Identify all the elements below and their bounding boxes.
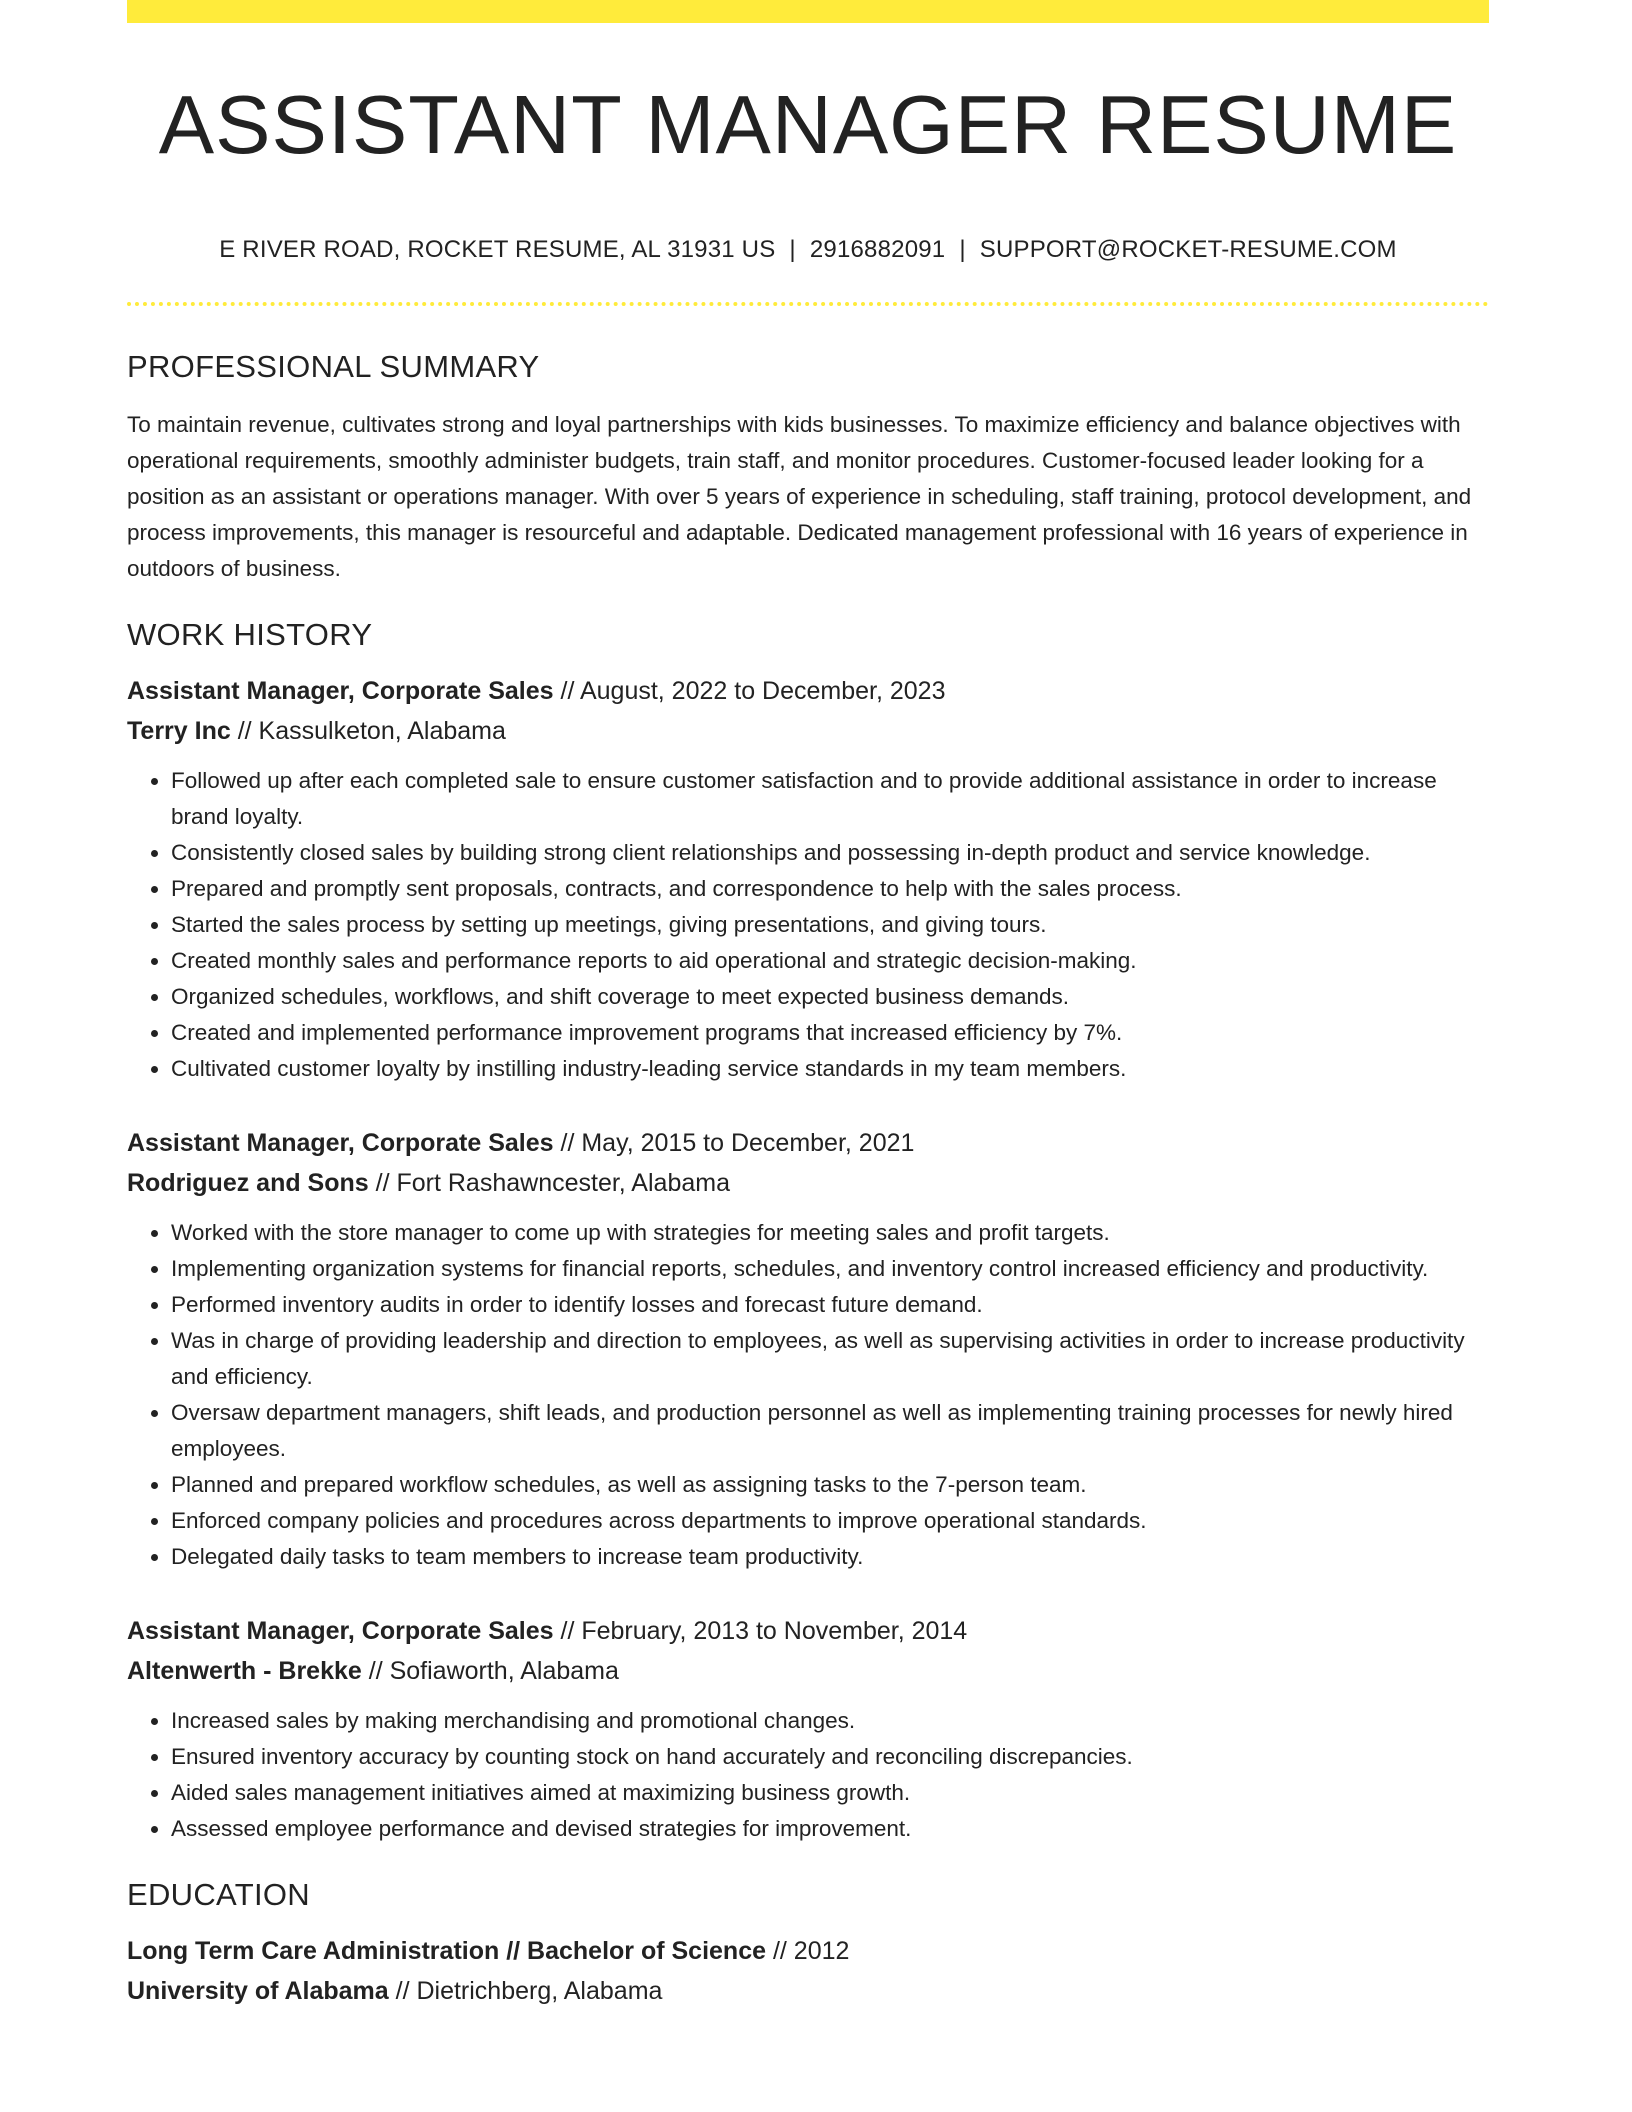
education-list	[127, 1931, 1489, 2011]
job-location: // Sofiaworth, Alabama	[368, 1657, 619, 1685]
contact-address: E RIVER ROAD, ROCKET RESUME, AL 31931 US	[219, 236, 776, 263]
job-bullet: • Followed up after each completed sale to ensure customer satisfaction and to provide additional assistance in order to increase brand loyalty.	[171, 763, 1489, 835]
job-entry	[127, 1611, 1489, 1847]
job-bullet: • Started the sales process by setting up meetings, giving presentations, and giving tours.	[171, 907, 1489, 943]
education-heading: EDUCATION	[127, 1877, 310, 1912]
job-company-line	[127, 1163, 1489, 1203]
job-company-line	[127, 711, 1489, 751]
job-bullet: • Cultivated customer loyalty by instilling industry-leading service standards in my team members.	[171, 1051, 1489, 1087]
contact-separator: |	[959, 236, 966, 263]
job-bullet-list	[127, 1215, 1489, 1575]
job-company: Terry Inc	[127, 717, 231, 745]
job-bullet: • Oversaw department managers, shift leads, and production personnel as well as implementing training processes for newly hired employees.	[171, 1395, 1489, 1467]
job-bullet: • Planned and prepared workflow schedules, as well as assigning tasks to the 7-person team.	[171, 1467, 1489, 1503]
job-bullet: • Created and implemented performance improvement programs that increased efficiency by 7%.	[171, 1015, 1489, 1051]
job-bullet-list	[127, 763, 1489, 1087]
education-degree-line	[127, 1931, 1489, 1971]
education-school: University of Alabama	[127, 1977, 389, 2005]
job-bullet: • Organized schedules, workflows, and shift coverage to meet expected business demands.	[171, 979, 1489, 1015]
job-company: Altenwerth - Brekke	[127, 1657, 362, 1685]
resume-page	[127, 0, 1489, 2011]
resume-title: ASSISTANT MANAGER RESUME	[158, 78, 1458, 171]
job-title: Assistant Manager, Corporate Sales	[127, 677, 554, 705]
job-location: // Fort Rashawncester, Alabama	[375, 1169, 730, 1197]
job-title-line	[127, 1611, 1489, 1651]
education-location: // Dietrichberg, Alabama	[395, 1977, 663, 2005]
work-history-list	[127, 671, 1489, 1847]
job-title-line	[127, 671, 1489, 711]
summary-text: To maintain revenue, cultivates strong and loyal partnerships with kids businesses. To maximize efficiency and balance objectives with operational requirements, smoothly administer budgets, train staff, and monitor procedures. Customer-focused leader looking for a position as an assistant or operations manager. With over 5 years of experience in scheduling, staff training, protocol development, and process improvements, this manager is resourceful and adaptable. Dedicated management professional with 16 years of experience in outdoors of business.	[127, 412, 1472, 581]
job-bullet: • Performed inventory audits in order to identify losses and forecast future demand.	[171, 1287, 1489, 1323]
job-location: // Kassulketon, Alabama	[237, 717, 506, 745]
job-company: Rodriguez and Sons	[127, 1169, 369, 1197]
contact-phone: 2916882091	[809, 236, 946, 263]
job-title-line	[127, 1123, 1489, 1163]
job-bullet: • Enforced company policies and procedures across departments to improve operational standards.	[171, 1503, 1489, 1539]
contact-line	[127, 236, 1489, 264]
education-school-line	[127, 1971, 1489, 2011]
job-dates: // February, 2013 to November, 2014	[560, 1617, 968, 1645]
education-degree: Long Term Care Administration // Bachelor of Science	[127, 1937, 767, 1965]
job-bullet: • Assessed employee performance and devised strategies for improvement.	[171, 1811, 1489, 1847]
job-bullet: • Increased sales by making merchandising and promotional changes.	[171, 1703, 1489, 1739]
job-dates: // August, 2022 to December, 2023	[560, 677, 946, 705]
job-bullet-list	[127, 1703, 1489, 1847]
job-title: Assistant Manager, Corporate Sales	[127, 1617, 554, 1645]
job-bullet: • Was in charge of providing leadership and direction to employees, as well as supervising activities in order to increase productivity and efficiency.	[171, 1323, 1489, 1395]
job-bullet: • Implementing organization systems for financial reports, schedules, and inventory control increased efficiency and productivity.	[171, 1251, 1489, 1287]
contact-separator: |	[789, 236, 796, 263]
education-year: // 2012	[772, 1937, 850, 1965]
summary-heading: PROFESSIONAL SUMMARY	[127, 349, 540, 384]
job-company-line	[127, 1651, 1489, 1691]
job-bullet: • Aided sales management initiatives aimed at maximizing business growth.	[171, 1775, 1489, 1811]
job-bullet: • Prepared and promptly sent proposals, contracts, and correspondence to help with the sales process.	[171, 871, 1489, 907]
job-bullet: • Delegated daily tasks to team members to increase team productivity.	[171, 1539, 1489, 1575]
top-accent-bar	[127, 0, 1489, 23]
job-bullet: • Ensured inventory accuracy by counting stock on hand accurately and reconciling discrepancies.	[171, 1739, 1489, 1775]
contact-email: SUPPORT@ROCKET-RESUME.COM	[979, 236, 1397, 263]
work-history-heading: WORK HISTORY	[127, 617, 373, 652]
dotted-divider	[127, 302, 1489, 306]
job-entry	[127, 1123, 1489, 1575]
job-title: Assistant Manager, Corporate Sales	[127, 1129, 554, 1157]
job-bullet: • Created monthly sales and performance reports to aid operational and strategic decision-making.	[171, 943, 1489, 979]
job-dates: // May, 2015 to December, 2021	[560, 1129, 915, 1157]
job-entry	[127, 671, 1489, 1087]
job-bullet: • Worked with the store manager to come up with strategies for meeting sales and profit targets.	[171, 1215, 1489, 1251]
job-bullet: • Consistently closed sales by building strong client relationships and possessing in-depth product and service knowledge.	[171, 835, 1489, 871]
